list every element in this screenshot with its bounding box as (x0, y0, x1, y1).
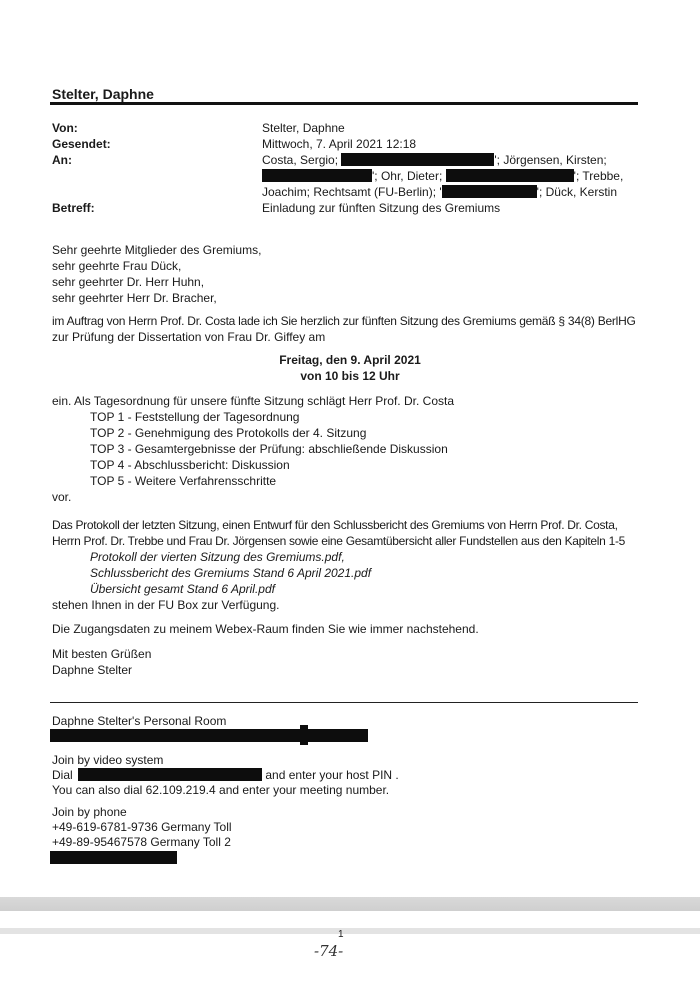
to-line-1 (262, 153, 607, 167)
subject-value: Einladung zur fünften Sitzung des Gremiums (262, 201, 501, 215)
webex-note: Die Zugangsdaten zu meinem Webex-Raum finden Sie wie immer nachstehend. (52, 622, 479, 636)
sent-label: Gesendet: (52, 137, 111, 151)
agenda-item: TOP 5 - Weitere Verfahrensschritte (90, 474, 277, 488)
signature: Daphne Stelter (52, 663, 133, 677)
greeting-line: sehr geehrter Dr. Herr Huhn, (52, 275, 205, 289)
phone-number: +49-619-6781-9736 Germany Toll (52, 820, 232, 834)
to-recipient: '; Trebbe, (573, 169, 624, 183)
redaction-bar (50, 729, 368, 742)
phone-heading: Join by phone (52, 805, 127, 819)
to-line-2 (262, 169, 623, 183)
meeting-time: von 10 bis 12 Uhr (300, 369, 400, 383)
documents-line: Herrn Prof. Dr. Trebbe und Frau Dr. Jörgensen sowie eine Gesamtübersicht aller Fundstellen aus den Kapiteln 1-5 (52, 534, 626, 548)
redaction-bar (78, 768, 262, 781)
header-rule (50, 102, 638, 105)
scan-shadow-band (0, 928, 700, 934)
redaction-bar (50, 851, 177, 864)
handwritten-page-number: -74- (314, 942, 344, 960)
phone-number: +49-89-95467578 Germany Toll 2 (52, 835, 231, 849)
redaction-bar (262, 169, 372, 182)
to-recipient: Joachim; Rechtsamt (FU-Berlin); ' (262, 185, 442, 199)
to-recipient: '; Dück, Kerstin (536, 185, 617, 199)
page-number: 1 (338, 929, 344, 940)
video-heading: Join by video system (52, 753, 164, 767)
dial-suffix: and enter your host PIN . (265, 768, 399, 782)
from-value: Stelter, Daphne (262, 121, 345, 135)
agenda-item: TOP 4 - Abschlussbericht: Diskussion (90, 458, 290, 472)
greeting-line: sehr geehrter Herr Dr. Bracher, (52, 291, 217, 305)
redaction-bar (341, 153, 494, 166)
to-line-3 (262, 185, 617, 199)
webex-separator (50, 702, 638, 703)
webex-room-title: Daphne Stelter's Personal Room (52, 714, 227, 728)
sent-value: Mittwoch, 7. April 2021 12:18 (262, 137, 417, 151)
to-label: An: (52, 153, 72, 167)
dial-line (52, 768, 399, 782)
agenda-item: TOP 3 - Gesamtergebnisse der Prüfung: abschließende Diskussion (90, 442, 448, 456)
to-recipient: Costa, Sergio; (262, 153, 339, 167)
redaction-bar (446, 169, 574, 182)
attachment-filename: Schlussbericht des Gremiums Stand 6 April 2021.pdf (90, 566, 372, 580)
agenda-item: TOP 1 - Feststellung der Tagesordnung (90, 410, 300, 424)
attachment-filename: Übersicht gesamt Stand 6 April.pdf (90, 582, 275, 596)
redaction-bar (300, 725, 308, 745)
meeting-date: Freitag, den 9. April 2021 (279, 353, 421, 367)
intro-line: zur Prüfung der Dissertation von Frau Dr. Giffey am (52, 330, 326, 344)
alternate-dial: You can also dial 62.109.219.4 and enter your meeting number. (52, 783, 390, 797)
to-recipient: '; Ohr, Dieter; (372, 169, 443, 183)
attachment-filename: Protokoll der vierten Sitzung des Gremiums.pdf, (90, 550, 345, 564)
greeting-line: sehr geehrte Frau Dück, (52, 259, 182, 273)
sender-heading: Stelter, Daphne (52, 86, 154, 102)
files-outro: stehen Ihnen in der FU Box zur Verfügung. (52, 598, 280, 612)
to-recipient: '; Jörgensen, Kirsten; (494, 153, 607, 167)
agenda-intro: ein. Als Tagesordnung für unsere fünfte Sitzung schlägt Herr Prof. Dr. Costa (52, 394, 454, 408)
subject-label: Betreff: (52, 201, 95, 215)
dial-label: Dial (52, 768, 73, 782)
agenda-outro: vor. (52, 490, 72, 504)
documents-line: Das Protokoll der letzten Sitzung, einen Entwurf für den Schlussbericht des Gremiums von Herrn Prof. Dr. Costa, (52, 518, 618, 532)
redaction-bar (442, 185, 537, 198)
from-label: Von: (52, 121, 78, 135)
scan-shadow-band (0, 897, 700, 911)
intro-line: im Auftrag von Herrn Prof. Dr. Costa lade ich Sie herzlich zur fünften Sitzung des Gremiums gemäß § 34(8) BerlHG (52, 314, 636, 328)
agenda-item: TOP 2 - Genehmigung des Protokolls der 4. Sitzung (90, 426, 367, 440)
greeting-line: Sehr geehrte Mitglieder des Gremiums, (52, 243, 262, 257)
closing: Mit besten Grüßen (52, 647, 152, 661)
